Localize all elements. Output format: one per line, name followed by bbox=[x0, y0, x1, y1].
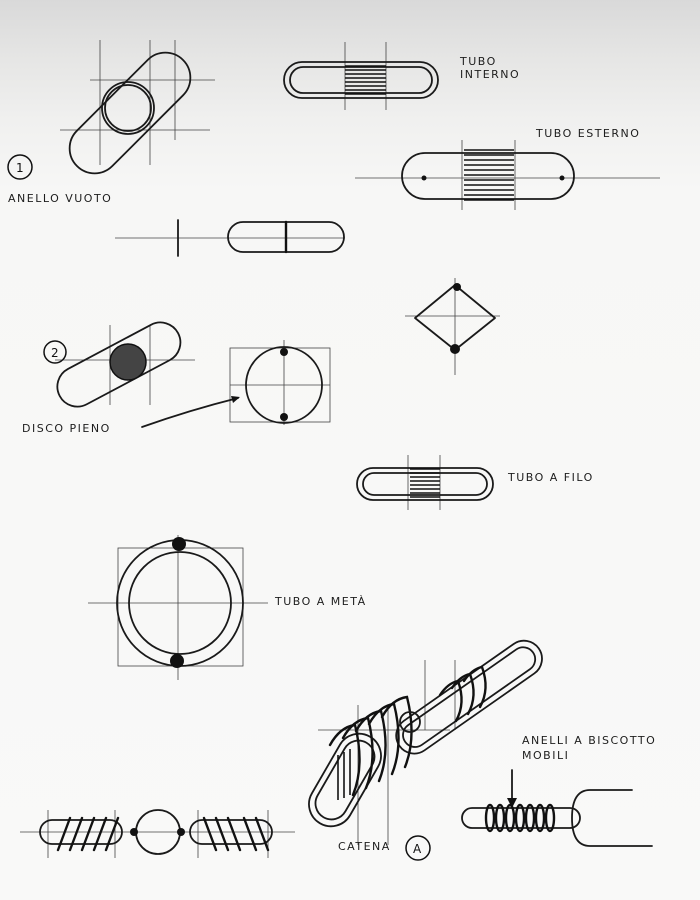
number-2-badge bbox=[44, 341, 66, 363]
rhombus-drawing bbox=[405, 278, 500, 375]
label-anello-vuoto: ANELLO VUOTO bbox=[8, 192, 113, 205]
label-tubo-interno: TUBO INTERNO bbox=[460, 55, 521, 81]
label-anelli-mobili: ANELLI A BISCOTTO MOBILI bbox=[522, 734, 657, 762]
tubo-a-filo-drawing bbox=[357, 455, 493, 510]
tubo-esterno-drawing bbox=[355, 140, 660, 210]
label-catena: CATENA bbox=[338, 840, 391, 853]
disco-pieno-drawing bbox=[50, 315, 195, 413]
bottom-chain-drawing bbox=[20, 810, 295, 858]
catena-letter-badge bbox=[406, 836, 430, 860]
circle-grid-drawing bbox=[142, 340, 330, 427]
side-tube-drawing bbox=[115, 220, 345, 256]
label-tubo-a-meta: TUBO A METÀ bbox=[275, 595, 367, 608]
label-tubo-a-filo: TUBO A FILO bbox=[508, 471, 594, 484]
anelli-mobili-drawing bbox=[462, 770, 652, 846]
tubo-interno-drawing bbox=[284, 42, 438, 110]
anello-vuoto-drawing bbox=[59, 40, 215, 184]
number-1: 1 bbox=[16, 161, 24, 175]
number-2: 2 bbox=[51, 346, 59, 360]
number-1-badge bbox=[8, 155, 32, 179]
catena-letter: A bbox=[413, 842, 422, 856]
label-tubo-esterno: TUBO ESTERNO bbox=[536, 127, 641, 140]
label-disco-pieno: DISCO PIENO bbox=[22, 422, 111, 435]
catena-drawing bbox=[301, 634, 549, 845]
tubo-a-meta-drawing bbox=[88, 535, 268, 680]
